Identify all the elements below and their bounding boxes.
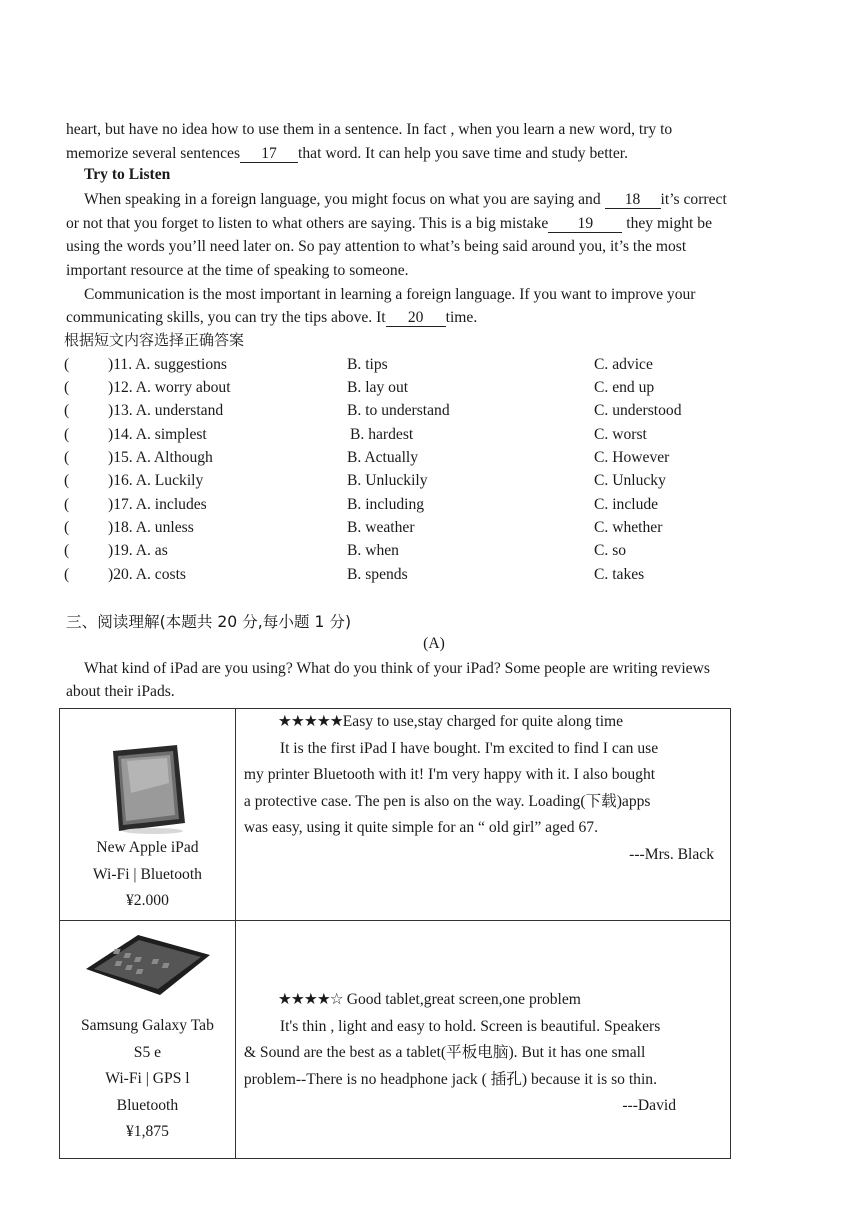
option-b: B. hardest bbox=[350, 426, 414, 443]
title-text: Good tablet,great screen,one problem bbox=[346, 991, 581, 1008]
passage-line-6: important resource at the time of speaking to someone. bbox=[66, 262, 409, 279]
review-line: & Sound are the best as a tablet(平板电脑). But it has one small bbox=[243, 1044, 646, 1061]
blank-18: 18 bbox=[605, 191, 661, 209]
product-spec-2: Bluetooth bbox=[116, 1096, 179, 1114]
answer-paren[interactable]: ( bbox=[64, 402, 70, 419]
option-b: B. to understand bbox=[347, 402, 450, 419]
answer-paren[interactable]: ( bbox=[64, 426, 70, 443]
intro-line-2: about their iPads. bbox=[66, 683, 175, 700]
answer-paren[interactable]: ( bbox=[64, 472, 70, 489]
question-row bbox=[64, 516, 824, 539]
instruction: 根据短文内容选择正确答案 bbox=[64, 331, 245, 349]
option-a: )20. A. costs bbox=[108, 566, 186, 583]
passage-line-3 bbox=[84, 188, 727, 212]
text: communicating skills, you can try the tips above. It bbox=[66, 309, 386, 326]
answer-paren[interactable]: ( bbox=[64, 542, 70, 559]
option-a: )19. A. as bbox=[108, 542, 168, 559]
text: When speaking in a foreign language, you might focus on what you are saying and bbox=[84, 191, 601, 208]
product-model: S5 e bbox=[133, 1043, 162, 1061]
intro-line-1: What kind of iPad are you using? What do you think of your iPad? Some people are writing reviews bbox=[84, 660, 710, 677]
answer-paren[interactable]: ( bbox=[64, 519, 70, 536]
text: time. bbox=[445, 309, 478, 326]
passage-line-7: Communication is the most important in learning a foreign language. If you want to improve your bbox=[84, 286, 696, 303]
option-a: )12. A. worry about bbox=[108, 379, 231, 396]
text: that word. It can help you save time and study better. bbox=[298, 145, 629, 162]
question-row bbox=[64, 493, 824, 516]
option-c: C. so bbox=[594, 542, 627, 559]
option-b: B. weather bbox=[347, 519, 415, 536]
product-name: New Apple iPad bbox=[96, 839, 199, 856]
passage-line-1: heart, but have no idea how to use them in a sentence. In fact , when you learn a new word, try to bbox=[66, 121, 673, 138]
question-row bbox=[64, 469, 824, 492]
product-spec: Wi-Fi | Bluetooth bbox=[92, 865, 202, 883]
option-b: B. Unluckily bbox=[347, 472, 428, 489]
review-row bbox=[60, 709, 731, 921]
rating-stars: ★★★★☆ bbox=[277, 991, 343, 1008]
blank-19: 19 bbox=[548, 215, 622, 233]
answer-paren[interactable]: ( bbox=[64, 356, 70, 373]
review-author: ---Mrs. Black bbox=[629, 845, 714, 863]
question-row bbox=[64, 353, 824, 376]
option-b: B. when bbox=[347, 542, 399, 559]
heading-try-to-listen: Try to Listen bbox=[84, 166, 171, 183]
option-b: B. lay out bbox=[347, 379, 409, 396]
question-row bbox=[64, 376, 824, 399]
passage-line-5: using the words you’ll need later on. So pay attention to what’s being said around you, it’s the most bbox=[66, 238, 687, 255]
review-line: was easy, using it quite simple for an “ old girl” aged 67. bbox=[243, 819, 598, 836]
text: memorize several sentences bbox=[66, 145, 241, 162]
product-cell bbox=[60, 921, 236, 1159]
option-c: C. takes bbox=[594, 566, 645, 583]
review-line: problem--There is no headphone jack ( 插孔) because it is so thin. bbox=[243, 1070, 657, 1088]
option-a: )16. A. Luckily bbox=[108, 472, 204, 489]
option-c: C. end up bbox=[594, 379, 655, 396]
question-row bbox=[64, 563, 824, 586]
option-b: B. spends bbox=[347, 566, 408, 583]
passage-line-4 bbox=[66, 212, 712, 236]
text: or not that you forget to listen to what others are saying. This is a big mistake bbox=[66, 215, 549, 232]
answer-paren[interactable]: ( bbox=[64, 496, 70, 513]
option-a: )13. A. understand bbox=[108, 402, 224, 419]
text: they might be bbox=[626, 215, 712, 232]
product-price: ¥1,875 bbox=[125, 1123, 169, 1140]
option-c: C. Unlucky bbox=[594, 472, 666, 489]
review-author: ---David bbox=[622, 1097, 676, 1114]
question-row bbox=[64, 446, 824, 469]
text: it’s correct bbox=[660, 191, 727, 208]
answer-paren[interactable]: ( bbox=[64, 449, 70, 466]
review-title bbox=[236, 987, 730, 1014]
option-a: )15. A. Although bbox=[108, 449, 213, 466]
answer-paren[interactable]: ( bbox=[64, 379, 70, 396]
title-text: Easy to use,stay charged for quite along time bbox=[342, 713, 624, 730]
review-title bbox=[236, 709, 730, 736]
question-row bbox=[64, 399, 824, 422]
question-row bbox=[64, 423, 824, 446]
option-c: C. advice bbox=[594, 356, 653, 373]
review-cell bbox=[235, 921, 730, 1159]
review-line: a protective case. The pen is also on the way. Loading(下载)apps bbox=[243, 792, 651, 810]
passage-line-8 bbox=[66, 306, 477, 330]
review-line: It is the first iPad I have bought. I'm excited to find I can use bbox=[279, 739, 659, 757]
ipad-image bbox=[107, 743, 187, 835]
product-spec: Wi-Fi | GPS l bbox=[105, 1070, 190, 1087]
option-c: C. understood bbox=[594, 402, 682, 419]
option-b: B. Actually bbox=[347, 449, 419, 466]
option-a: )18. A. unless bbox=[108, 519, 194, 536]
option-c: C. whether bbox=[594, 519, 663, 536]
reviews-table bbox=[59, 708, 731, 1159]
option-a: )11. A. suggestions bbox=[108, 356, 227, 373]
option-a: )14. A. simplest bbox=[108, 426, 207, 443]
option-c: C. worst bbox=[594, 426, 647, 443]
question-row bbox=[64, 539, 824, 562]
blank-20: 20 bbox=[386, 309, 446, 327]
passage-line-2 bbox=[66, 142, 628, 166]
review-cell bbox=[235, 709, 730, 921]
blank-17: 17 bbox=[240, 145, 298, 163]
review-line: It's thin , light and easy to hold. Screen is beautiful. Speakers bbox=[279, 1017, 661, 1035]
option-b: B. including bbox=[347, 496, 425, 513]
answer-paren[interactable]: ( bbox=[64, 566, 70, 583]
option-a: )17. A. includes bbox=[108, 496, 207, 513]
tablet-image bbox=[82, 929, 212, 999]
section-title: 三、阅读理解(本题共 20 分,每小题 1 分) bbox=[66, 613, 352, 631]
review-row bbox=[60, 921, 731, 1159]
product-cell bbox=[60, 709, 236, 921]
review-line: my printer Bluetooth with it! I'm very happy with it. I also bought bbox=[243, 766, 656, 783]
option-b: B. tips bbox=[347, 356, 388, 373]
subsection-label: (A) bbox=[423, 635, 445, 652]
product-price: ¥2.000 bbox=[125, 892, 169, 909]
rating-stars: ★★★★★ bbox=[277, 713, 343, 730]
option-c: C. include bbox=[594, 496, 659, 513]
option-c: C. However bbox=[594, 449, 670, 466]
product-name: Samsung Galaxy Tab bbox=[80, 1017, 214, 1034]
